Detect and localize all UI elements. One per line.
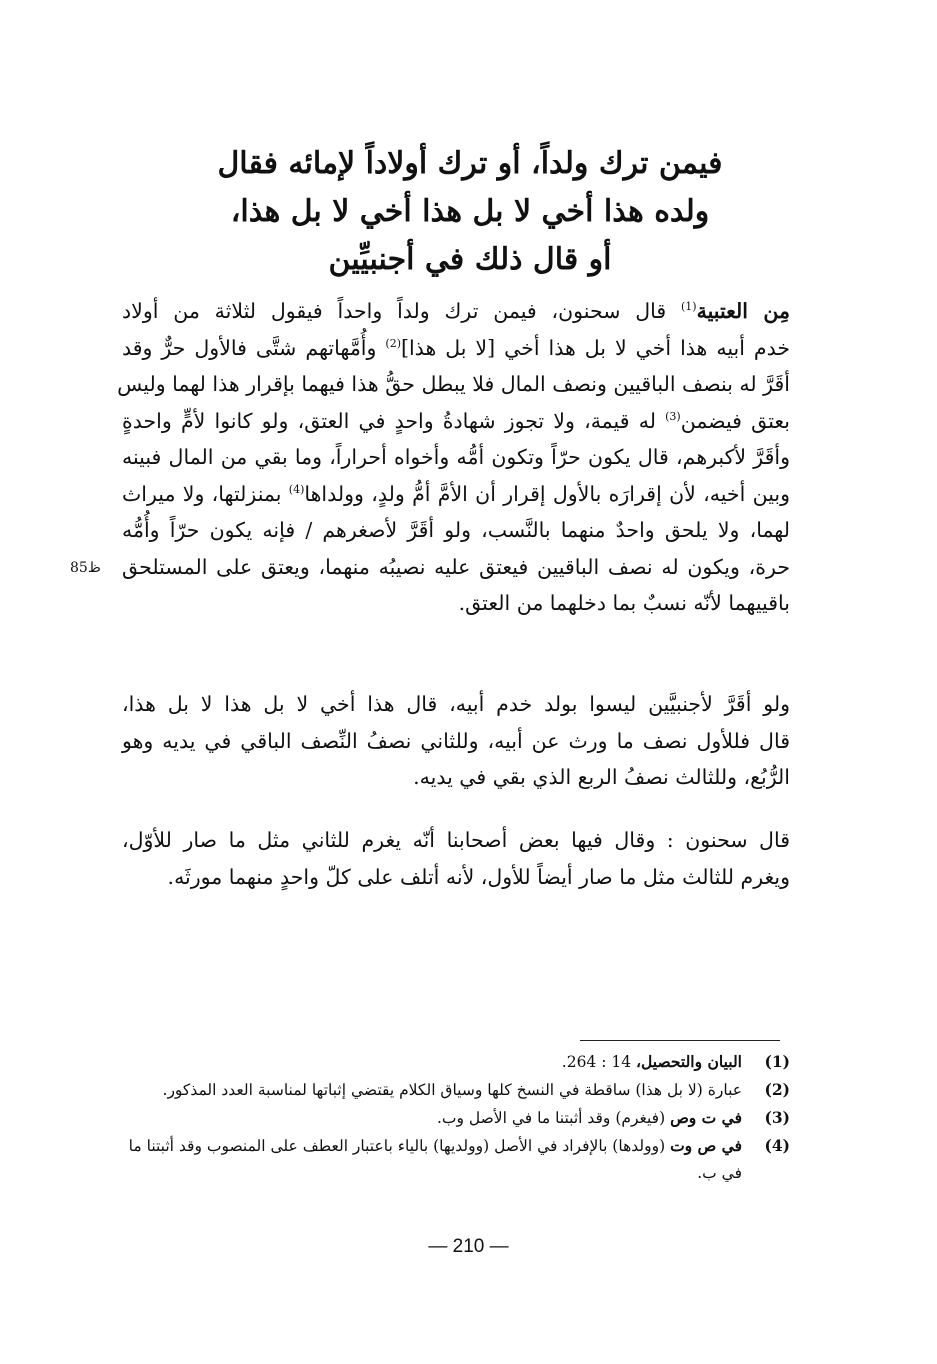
source-reference: مِن العتبية (696, 299, 790, 323)
footnote-item (120, 1076, 790, 1104)
footnote-marker: (3) (665, 409, 681, 423)
title-line-2: ولده هذا أخي لا بل هذا أخي لا بل هذا، (230, 194, 710, 229)
footnote-text-run: عبارة (لا بل هذا) ساقطة في النسخ كلها وسياق الكلام يقتضي إثباتها لمناسبة العدد المذكور. (162, 1081, 742, 1099)
paragraph-line: قال فللأول نصف ما ورث عن أبيه، وللثاني نصفُ النِّصف الباقي في يديه وهو (122, 728, 790, 753)
footnote-text-run: (فيغرم) وقد أثبتنا ما في الأصل وب. (436, 1109, 671, 1127)
footnote-marker: (2) (385, 336, 401, 350)
page-number: — 210 — (428, 1236, 509, 1257)
text-run: وبين أخيه، لأن إقرارَه بالأول إقرار أن الأمَّ أمُّ ولدٍ، وولداها (304, 481, 790, 506)
paragraph-line (122, 293, 790, 330)
footnote-text (120, 1076, 742, 1104)
paragraph-line (122, 403, 790, 440)
paragraph-line: حرة، ويكون له نصف الباقيين فيعتق عليه نصيبُه منهما، ويعتق على المستلحق (122, 554, 790, 579)
footnote-number: (1) (764, 1052, 790, 1071)
footnote-marker: (4) (288, 482, 305, 496)
footnote-number: (2) (764, 1080, 790, 1099)
footnote-item (120, 1104, 790, 1132)
chapter-title (150, 140, 790, 284)
title-line-1: فيمن ترك ولداً، أو ترك أولاداً لإمائه فقال (217, 146, 723, 181)
paragraph-2 (122, 686, 790, 796)
margin-folio-note: 85ظ (70, 560, 101, 576)
footnote-text-run: (وولدها) بالإفراد في الأصل (وولديها) بالياء باعتبار العطف على المنصوب وقد أثبتنا ما في ب. (128, 1137, 742, 1182)
text-run: له قيمة، ولا تجوز شهادةُ واحدٍ في العتق، ولو كانوا لأمٍّ واحدةٍ (122, 408, 666, 433)
text-run: خدم أبيه هذا أخي لا بل هذا أخي [لا بل هذا] (400, 335, 791, 360)
paragraph-line: ويغرم للثالث مثل ما صار أيضاً للأول، لأنه أتلف على كلّ واحدٍ منهما مورثَه. (167, 864, 790, 889)
footnote-divider (580, 1040, 780, 1041)
paragraph-line: باقييهما لأنّه نسبٌ بما دخلهما من العتق. (458, 591, 790, 615)
paragraph-line: أقَرَّ له بنصف الباقيين ونصف المال فلا يبطل حقُّ هذا فيهما بإقرار هذا لهما وليس (117, 372, 790, 396)
text-run: وأُمَّهاتهم شتَّى فالأول حرٌّ وقد (122, 335, 386, 360)
footnotes (120, 1048, 790, 1187)
footnote-item (120, 1048, 790, 1076)
text-run: بمنزلتها، ولا ميراث (122, 481, 289, 506)
paragraph-line (122, 476, 790, 513)
footnote-text (120, 1132, 742, 1187)
footnote-bold-run: البيان والتحصيل، (636, 1052, 742, 1071)
paragraph-line: وأقَرَّ لأكبرهم، قال يكون حرّاً وتكون أمُّه وأخواه أحراراً، وما بقي من المال فبينه (122, 445, 790, 469)
footnote-number: (4) (764, 1136, 790, 1155)
footnote-marker: (1) (680, 300, 697, 314)
footnote-bold-run: في ت وص (670, 1108, 742, 1127)
paragraph-line: قال سحنون : وقال فيها بعض أصحابنا أنّه يغرم للثاني مثل ما صار للأوّل، (122, 828, 790, 852)
paragraph-1 (117, 293, 791, 622)
paragraph-line: لهما، ولا يلحق واحدٌ منهما بالنَّسب، ولو أقَرَّ لأصغرهم / فإنه يكون حرّاً وأُمُّه (122, 518, 790, 542)
footnote-text (120, 1048, 742, 1076)
paragraph-line: الرُّبُع، وللثالث نصفُ الربع الذي بقي في يديه. (413, 765, 790, 789)
text-run: بعتق فيضمن (680, 408, 790, 433)
footnote-number: (3) (764, 1108, 790, 1127)
paragraph-line (122, 330, 790, 367)
paragraph-line: ولو أقَرَّ لأجنبيَّين ليسوا بولد خدم أبيه، قال هذا أخي لا بل هذا لا بل هذا، (122, 692, 790, 716)
footnote-item (120, 1132, 790, 1187)
text-run: قال سحنون، فيمن ترك ولداً واحداً فيقول لثلاثة من أولاد (122, 299, 681, 323)
footnote-bold-run: في ص وت (670, 1136, 742, 1155)
footnote-text-run: 14 : 264. (561, 1053, 637, 1071)
footnote-text (120, 1104, 742, 1132)
title-line-3: أو قال ذلك في أجنبيِّين (328, 242, 612, 277)
paragraph-3 (122, 822, 790, 895)
